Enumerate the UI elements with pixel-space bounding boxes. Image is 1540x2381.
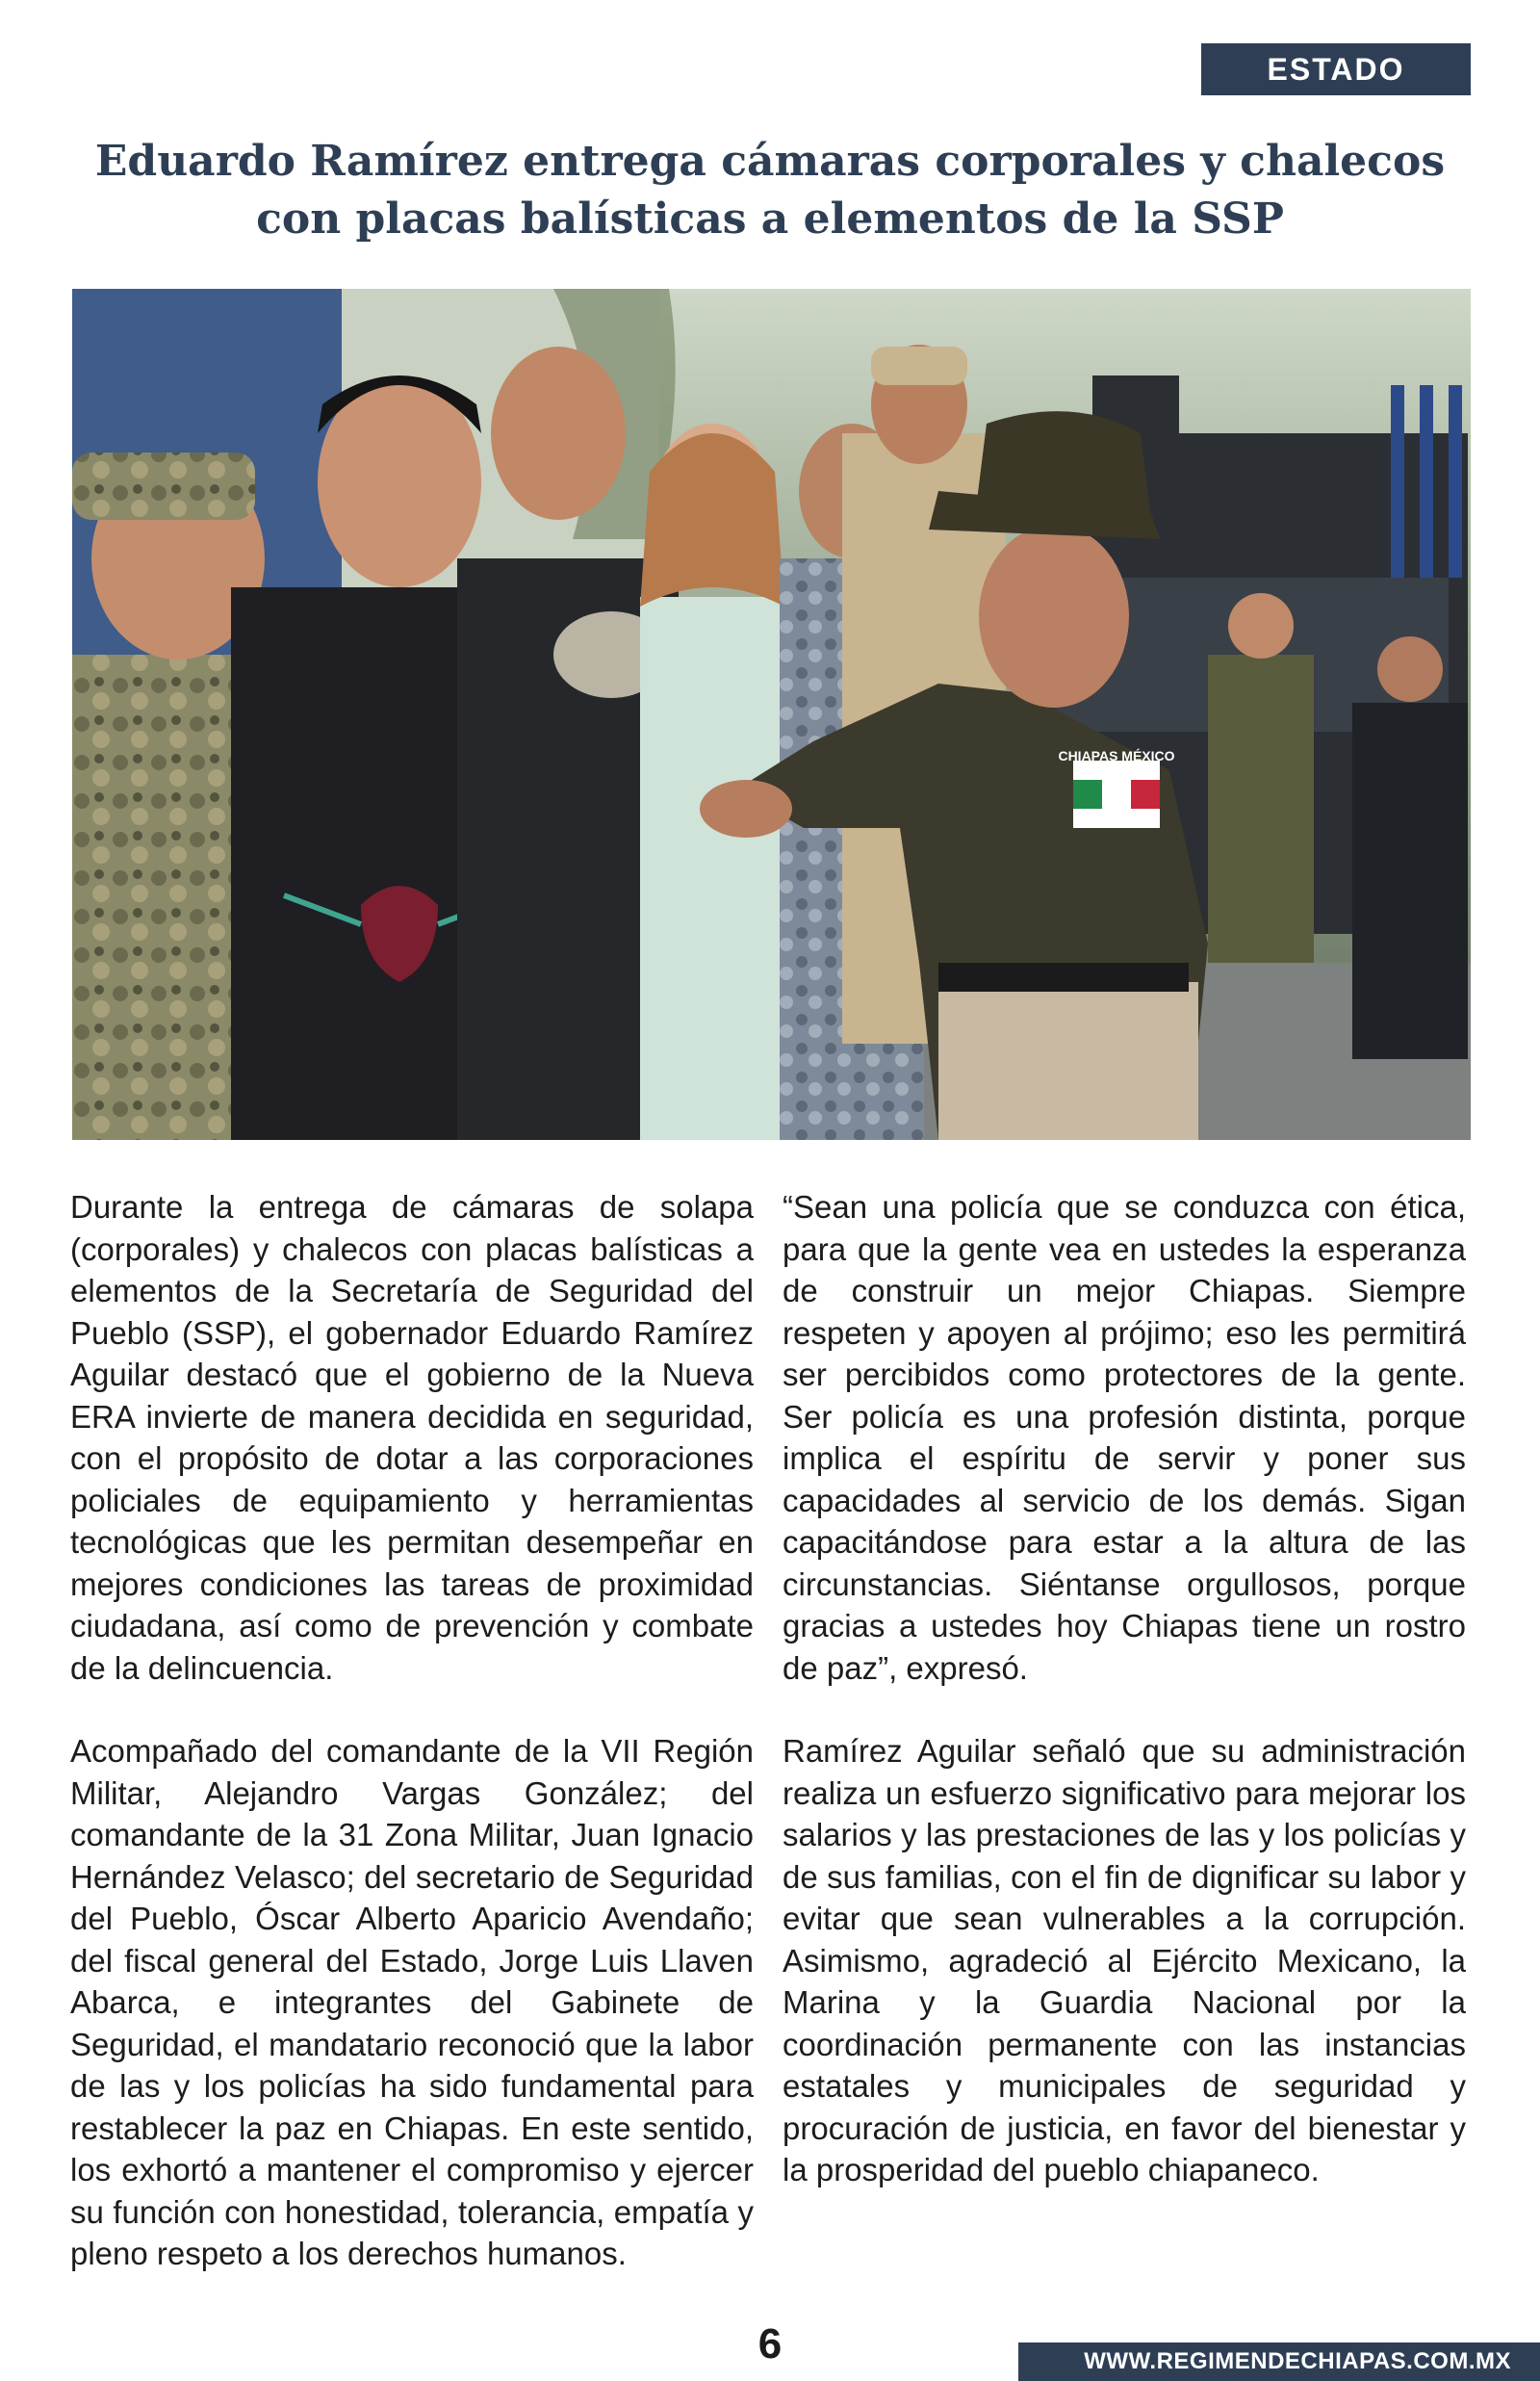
article-headline: Eduardo Ramírez entrega cámaras corporales y chalecos con placas balísticas a elementos de la SSP (94, 137, 1446, 244)
page-number: 6 (757, 2320, 783, 2368)
handshake-photo-illustration (72, 289, 1471, 1140)
paragraph: Ramírez Aguilar señaló que su administración realiza un esfuerzo significativo para mejorar los salarios y las prestaciones de las y los policías y de sus familias, con el fin de dignificar su labor y evitar que sean vulnerables a la corrupción. Asimismo, agradeció al Ejército Mexicano, la Marina y la Guardia Nacional por la coordinación permanente con las instancias estatales y municipales de seguridad y procuración de justicia, en favor del bienestar y la prosperidad del pueblo chiapaneco. (783, 1733, 1466, 2187)
footer-website-bar (1018, 2342, 1540, 2381)
article-column-left (70, 1186, 754, 2316)
uniform-patch-text: CHIAPAS MÉXICO (1058, 748, 1175, 763)
article-column-right (783, 1186, 1466, 2233)
paragraph: Durante la entrega de cámaras de solapa (corporales) y chalecos con placas balísticas a elementos de la Secretaría de Seguridad del Pueblo (SSP), el gobernador Eduardo Ramírez Aguilar destacó que el gobierno de la Nueva ERA invierte de manera decidida en seguridad, con el propósito de dotar a las corporaciones policiales de equipamiento y herramientas tecnológicas que les permitan desempeñar en mejores condiciones las tareas de proximidad ciudadana, así como de prevención y combate de la delincuencia. (70, 1189, 754, 1686)
footer-url[interactable]: WWW.REGIMENDECHIAPAS.COM.MX (1084, 2348, 1511, 2374)
article-photo (72, 289, 1471, 1140)
section-tag: ESTADO (1201, 43, 1471, 95)
paragraph: “Sean una policía que se conduzca con ética, para que la gente vea en ustedes la esperanza de construir un mejor Chiapas. Siempre respeten y apoyen al prójimo; eso les permitirá ser percibidos como protectores de la gente. Ser policía es una profesión distinta, porque implica el espíritu de servir y poner sus capacidades al servicio de los demás. Sigan capacitándose para estar a la altura de las circunstancias. Siéntanse orgullosos, porque gracias a ustedes hoy Chiapas tiene un rostro de paz”, expresó. (783, 1189, 1466, 1686)
paragraph: Acompañado del comandante de la VII Región Militar, Alejandro Vargas González; del comandante de la 31 Zona Militar, Juan Ignacio Hernández Velasco; del secretario de Seguridad del Pueblo, Óscar Alberto Aparicio Avendaño; del fiscal general del Estado, Jorge Luis Llaven Abarca, e integrantes del Gabinete de Seguridad, el mandatario reconoció que la labor de las y los policías ha sido fundamental para restablecer la paz en Chiapas. En este sentido, los exhortó a mantener el compromiso y ejercer su función con honestidad, tolerancia, empatía y pleno respeto a los derechos humanos. (70, 1733, 754, 2271)
